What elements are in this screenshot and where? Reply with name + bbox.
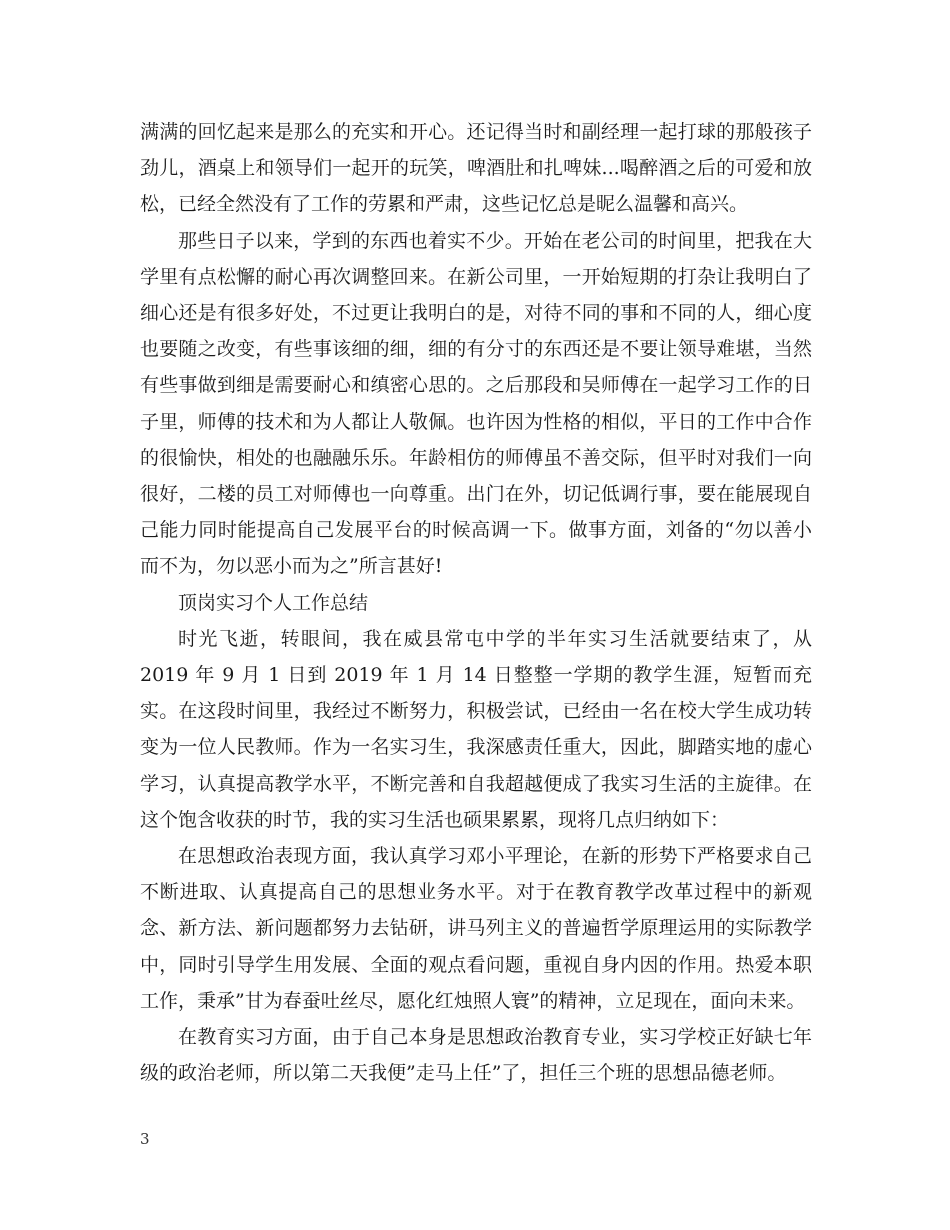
paragraph-2: 那些日子以来，学到的东西也着实不少。开始在老公司的时间里，把我在大学里有点松懈的耐心再次调整回来。在新公司里，一开始短期的打杂让我明白了细心还是有很多好处，不过更让我明白的是，对待不同的事和不同的人，细心度也要随之改变，有些事该细的细，细的有分寸的东西还是不要让领导难堪，当然有些事做到细是需要耐心和缜密心思的。之后那段和吴师傅在一起学习工作的日子里，师傅的技术和为人都让人敬佩。也许因为性格的相似，平日的工作中合作的很愉快，相处的也融融乐乐。年龄相仿的师傅虽不善交际，但平时对我们一向很好，二楼的员工对师傅也一向尊重。出门在外，切记低调行事，要在能展现自己能力同时能提高自己发展平台的时候高调一下。做事方面，刘备的“勿以善小而不为，勿以恶小而为之”所言甚好! (140, 229, 812, 578)
paragraph-3: 时光飞逝，转眼间，我在威县常屯中学的半年实习生活就要结束了，从 2019 年 9 月 1 日到 2019 年 1 月 14 日整整一学期的教学生涯，短暂而充实。在这段时间里，我经过不断努力，积极尝试，已经由一名在校大学生成功转变为一位人民教师。作为一名实习生，我深感责任重大，因此，脚踏实地的虚心学习，认真提高教学水平，不断完善和自我超越便成了我实习生活的主旋律。在这个饱含收获的时节，我的实习生活也硕果累累，现将几点归纳如下： (140, 627, 812, 831)
paragraph-4: 在思想政治表现方面，我认真学习邓小平理论，在新的形势下严格要求自己不断进取、认真提高自己的思想业务水平。对于在教育教学改革过程中的新观念、新方法、新问题都努力去钻研，讲马列主义的普遍哲学原理运用的实际教学中，同时引导学生用发展、全面的观点看问题，重视自身内因的作用。热爱本职工作，秉承”甘为春蚕吐丝尽，愿化红烛照人寰”的精神，立足现在，面向未来。 (140, 845, 812, 1012)
page-number: 3 (140, 1130, 150, 1148)
paragraph-5: 在教育实习方面，由于自己本身是思想政治教育专业，实习学校正好缺七年级的政治老师，所以第二天我便”走马上任”了，担任三个班的思想品德老师。 (140, 1026, 812, 1085)
paragraph-1: 满满的回忆起来是那么的充实和开心。还记得当时和副经理一起打球的那般孩子劲儿，酒桌上和领导们一起开的玩笑，啤酒肚和扎啤妹...喝醉酒之后的可爱和放松，已经全然没有了工作的劳累和严肃，这些记忆总是昵么温馨和高兴。 (140, 121, 812, 216)
section-heading: 顶岗实习个人工作总结 (178, 591, 369, 614)
document-body (140, 114, 812, 1091)
